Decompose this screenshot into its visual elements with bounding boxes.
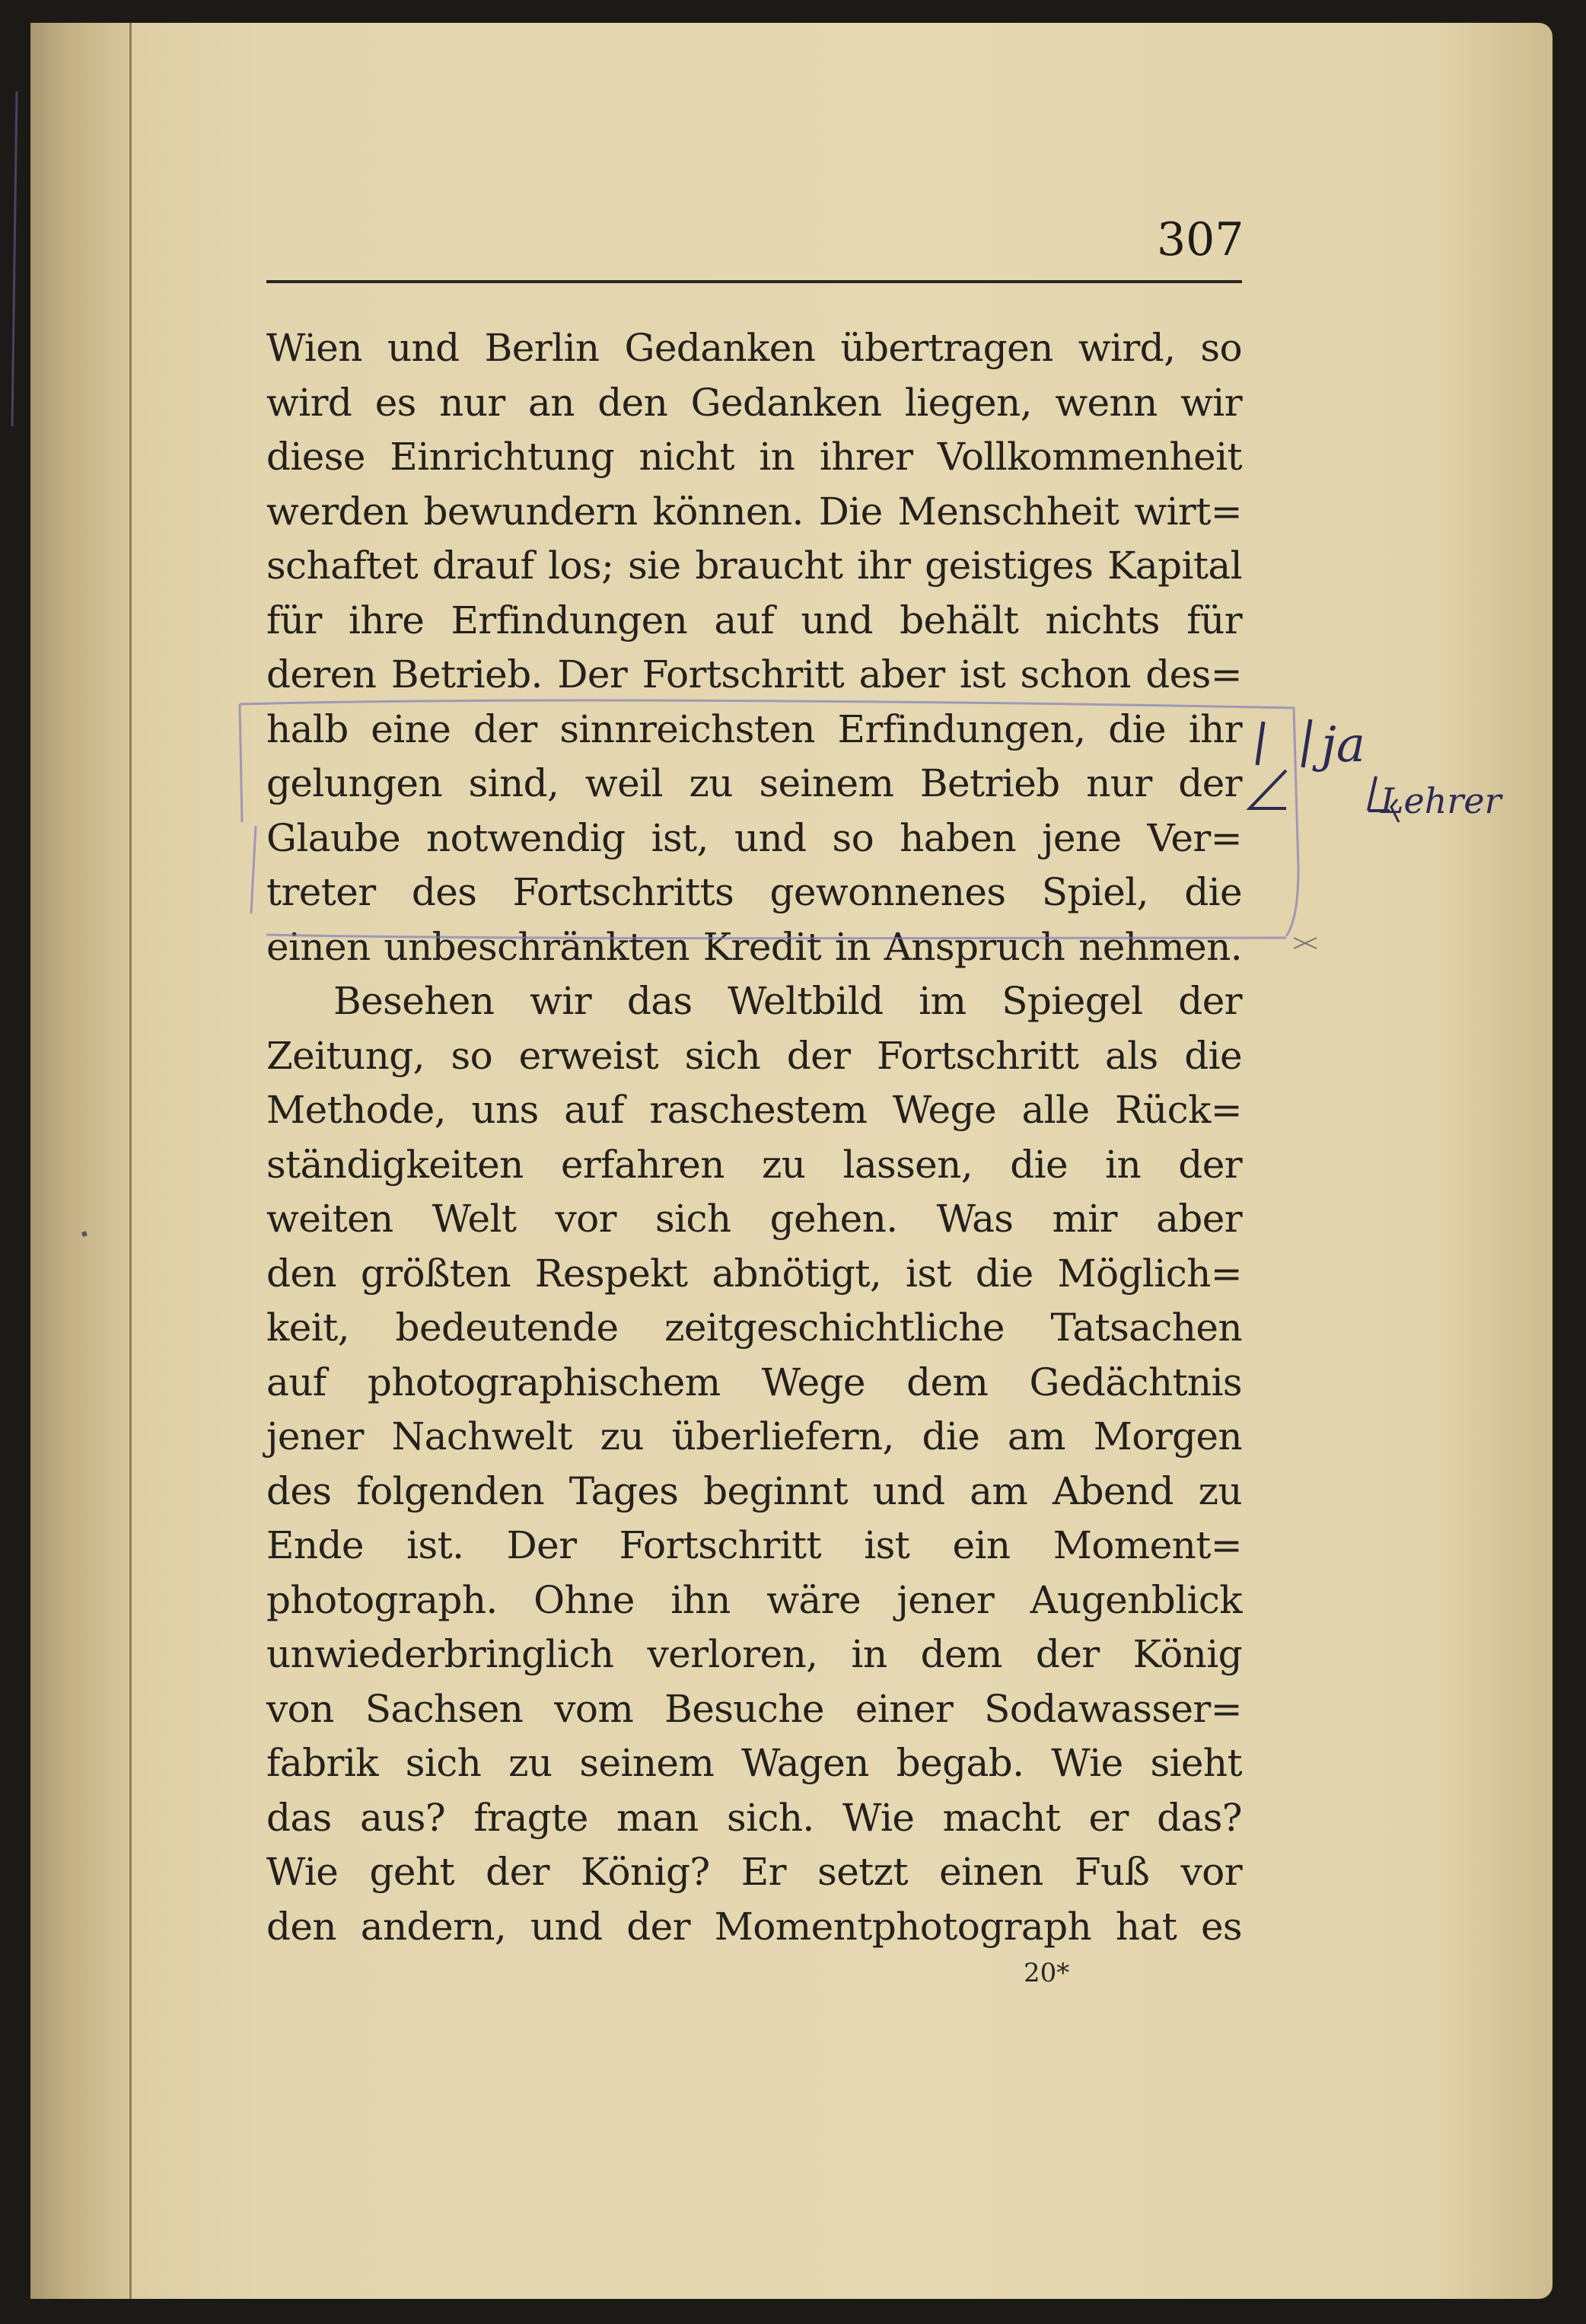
text-line: keit, bedeutende zeitgeschichtliche Tatsachen	[266, 1305, 1242, 1350]
text-line: Wie geht der König? Er setzt einen Fuß vor	[266, 1850, 1242, 1894]
text-line: photograph. Ohne ihn wäre jener Augenblick	[266, 1577, 1242, 1622]
text-line: auf photographischem Wege dem Gedächtnis	[266, 1360, 1242, 1404]
text-line: einen unbeschränkten Kredit in Anspruch nehmen.	[266, 924, 1242, 969]
text-line: von Sachsen vom Besuche einer Sodawasser=	[266, 1686, 1242, 1731]
text-line: deren Betrieb. Der Fortschritt aber ist schon des=	[266, 652, 1242, 697]
text-line: Besehen wir das Weltbild im Spiegel der	[333, 979, 1242, 1023]
text-line: weiten Welt vor sich gehen. Was mir aber	[266, 1197, 1242, 1241]
book-spine	[30, 23, 132, 2299]
text-line: Glaube notwendig ist, und so haben jene Ver=	[266, 815, 1242, 860]
text-line: wird es nur an den Gedanken liegen, wenn wir	[266, 380, 1242, 425]
text-line: Zeitung, so erweist sich der Fortschritt als die	[266, 1033, 1242, 1078]
text-line: halb eine der sinnreichsten Erfindungen, die ihr	[266, 706, 1242, 751]
header-rule	[266, 280, 1242, 283]
text-line: den andern, und der Momentphotograph hat es	[266, 1904, 1242, 1949]
text-line: treter des Fortschritts gewonnenes Spiel, die	[266, 870, 1242, 914]
text-line: das aus? fragte man sich. Wie macht er das?	[266, 1795, 1242, 1840]
text-line: des folgenden Tages beginnt und am Abend zu	[266, 1468, 1242, 1513]
margin-note-ja: ja	[1321, 717, 1365, 773]
body-text	[266, 321, 1242, 1954]
text-line: für ihre Erfindungen auf und behält nichts für	[266, 598, 1242, 642]
text-line: jener Nachwelt zu überliefern, die am Morgen	[266, 1414, 1242, 1458]
text-line: Wien und Berlin Gedanken übertragen wird, so	[266, 326, 1242, 370]
signature-mark: 20*	[1024, 1958, 1070, 1988]
text-line: fabrik sich zu seinem Wagen begab. Wie sieht	[266, 1741, 1242, 1785]
page-number: 307	[1157, 213, 1244, 266]
text-line: Methode, uns auf raschestem Wege alle Rück=	[266, 1088, 1242, 1132]
text-line: gelungen sind, weil zu seinem Betrieb nur der	[266, 761, 1242, 805]
text-line: Ende ist. Der Fortschritt ist ein Moment=	[266, 1523, 1242, 1567]
text-line: den größten Respekt abnötigt, ist die Möglich=	[266, 1251, 1242, 1296]
text-line: diese Einrichtung nicht in ihrer Vollkommenheit	[266, 435, 1242, 479]
text-line: unwiederbringlich verloren, in dem der König	[266, 1632, 1242, 1676]
text-line: schaftet drauf los; sie braucht ihr geistiges Kapital	[266, 544, 1242, 588]
margin-note-lehrer: Lehrer	[1381, 780, 1502, 821]
text-line: ständigkeiten erfahren zu lassen, die in der	[266, 1142, 1242, 1187]
text-line: werden bewundern können. Die Menschheit wirt=	[266, 489, 1242, 534]
